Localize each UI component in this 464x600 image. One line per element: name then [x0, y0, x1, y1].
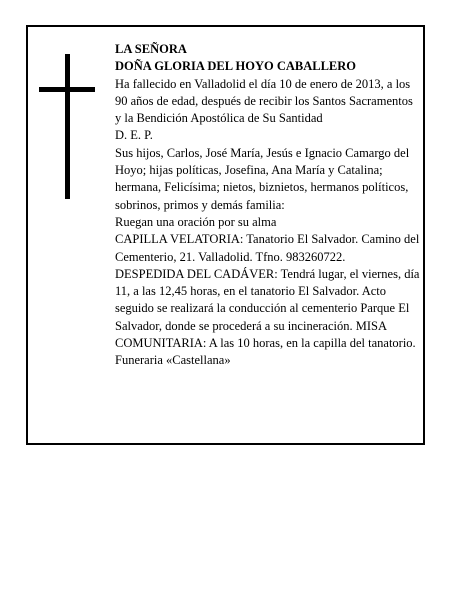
cross-vertical-bar: [65, 54, 70, 199]
chapel-info: CAPILLA VELATORIA: Tanatorio El Salvador. Camino del Cementerio, 21. Valladolid. Tfno. 983260722.: [115, 232, 420, 264]
obituary-notice: [26, 25, 425, 445]
farewell-info: DESPEDIDA DEL CADÁVER: Tendrá lugar, el viernes, día 11, a las 12,45 horas, en el tanatorio El Salvador. Acto seguido se realizará la conducción al cementerio Parque El Salvador, donde se procederá a su incineración. MISA COMUNITARIA: A las 10 horas, en la capilla del tanatorio.: [115, 266, 420, 351]
deceased-name: DOÑA GLORIA DEL HOYO CABALLERO: [115, 59, 357, 74]
rip-text: D. E. P.: [115, 128, 153, 143]
death-announcement: Ha fallecido en Valladolid el día 10 de enero de 2013, a los 90 años de edad, después de recibir los Santos Sacramentos y la Bendición Apostólica de Su Santidad: [115, 76, 413, 126]
cross-icon: [39, 54, 95, 199]
notice-title: LA SEÑORA: [115, 42, 187, 56]
family-list: Sus hijos, Carlos, José María, Jesús e Ignacio Camargo del Hoyo; hijas políticas, Josefina, Ana María y Catalina; hermana, Felicísima; nietos, biznietos, hermanos políticos, sobrinos, primos y demás familia:: [115, 145, 410, 212]
prayer-request: Ruegan una oración por su alma: [115, 214, 277, 229]
funeral-home: Funeraria «Castellana»: [115, 353, 231, 368]
cross-horizontal-bar: [39, 87, 95, 92]
obituary-text: [115, 41, 420, 370]
